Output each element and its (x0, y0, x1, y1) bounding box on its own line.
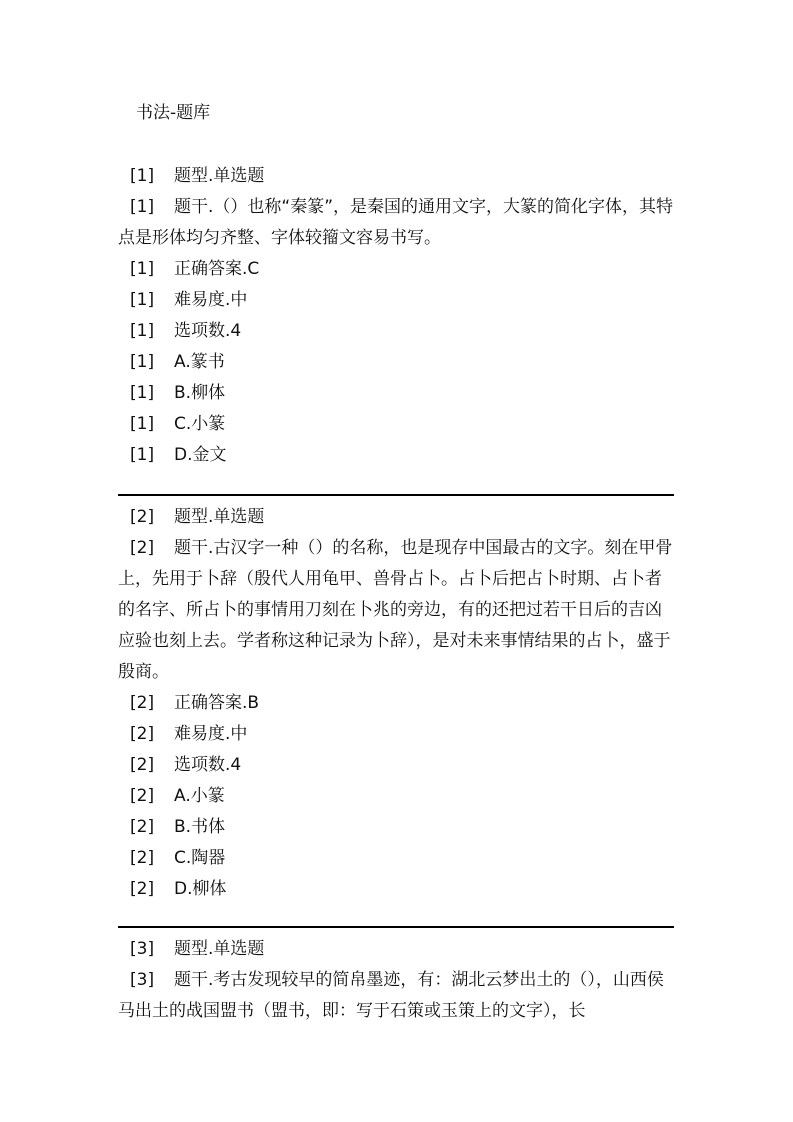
question-answer-line (118, 688, 674, 719)
question-number: [3] (130, 970, 155, 990)
question-number: [2] (130, 507, 155, 527)
question-option-count: 选项数.4 (174, 321, 242, 341)
question-divider (118, 926, 674, 928)
question-stem: 题干.考古发现较早的简帛墨迹，有：湖北云梦出土的（），山西侯马出土的战国盟书（盟书，即：写于石策或玉策上的文字），长 (118, 970, 664, 1021)
question-number: [1] (130, 166, 155, 186)
question-1 (118, 161, 674, 471)
option-c: C.陶器 (174, 848, 226, 868)
question-number: [2] (130, 817, 155, 837)
question-number: [1] (130, 352, 155, 372)
question-type: 题型.单选题 (174, 939, 265, 959)
option-d: D.金文 (174, 445, 227, 465)
document-title: 书法-题库 (136, 103, 211, 123)
option-b: B.书体 (174, 817, 226, 837)
question-number: [1] (130, 445, 155, 465)
option-a: A.篆书 (174, 352, 225, 372)
question-number: [1] (130, 414, 155, 434)
question-answer: 正确答案.B (174, 693, 260, 713)
question-option (118, 347, 674, 378)
question-number: [2] (130, 724, 155, 744)
question-number: [2] (130, 848, 155, 868)
question-number: [2] (130, 755, 155, 775)
question-stem: 题干.古汉字一种（）的名称，也是现存中国最古的文字。刻在甲骨上，先用于卜辞（殷代人用龟甲、兽骨占卜。占卜后把占卜时期、占卜者的名字、所占卜的事情用刀刻在卜兆的旁边，有的还把过若干日后的吉凶应验也刻上去。学者称这种记录为卜辞），是对未来事情结果的占卜，盛于殷商。 (118, 538, 673, 682)
question-divider (118, 494, 674, 496)
question-stem: 题干.（）也称“秦篆”，是秦国的通用文字，大篆的简化字体，其特点是形体均匀齐整、字体较籀文容易书写。 (118, 197, 674, 248)
option-c: C.小篆 (174, 414, 226, 434)
question-difficulty: 难易度.中 (174, 724, 248, 744)
question-number: [2] (130, 879, 155, 899)
question-number: [1] (130, 259, 155, 279)
question-difficulty-line (118, 285, 674, 316)
question-option-count-line (118, 316, 674, 347)
question-stem-line (118, 192, 674, 254)
option-d: D.柳体 (174, 879, 227, 899)
question-number: [2] (130, 538, 155, 558)
question-type: 题型.单选题 (174, 166, 265, 186)
question-type-line (118, 161, 674, 192)
question-option (118, 378, 674, 409)
question-answer: 正确答案.C (174, 259, 260, 279)
question-option-count-line (118, 750, 674, 781)
question-answer-line (118, 254, 674, 285)
question-number: [2] (130, 786, 155, 806)
question-option (118, 440, 674, 471)
question-type-line (118, 502, 674, 533)
question-difficulty-line (118, 719, 674, 750)
question-number: [1] (130, 321, 155, 341)
question-number: [2] (130, 693, 155, 713)
question-option (118, 843, 674, 874)
question-option (118, 874, 674, 905)
option-a: A.小篆 (174, 786, 225, 806)
question-type: 题型.单选题 (174, 507, 265, 527)
question-stem-line (118, 533, 674, 688)
option-b: B.柳体 (174, 383, 226, 403)
question-type-line (118, 934, 674, 965)
question-option-count: 选项数.4 (174, 755, 242, 775)
question-difficulty: 难易度.中 (174, 290, 248, 310)
question-number: [1] (130, 197, 155, 217)
question-option (118, 409, 674, 440)
question-option (118, 812, 674, 843)
question-3 (118, 934, 674, 1027)
question-number: [1] (130, 290, 155, 310)
question-number: [3] (130, 939, 155, 959)
question-stem-line (118, 965, 674, 1027)
question-option (118, 781, 674, 812)
question-number: [1] (130, 383, 155, 403)
question-2 (118, 502, 674, 905)
